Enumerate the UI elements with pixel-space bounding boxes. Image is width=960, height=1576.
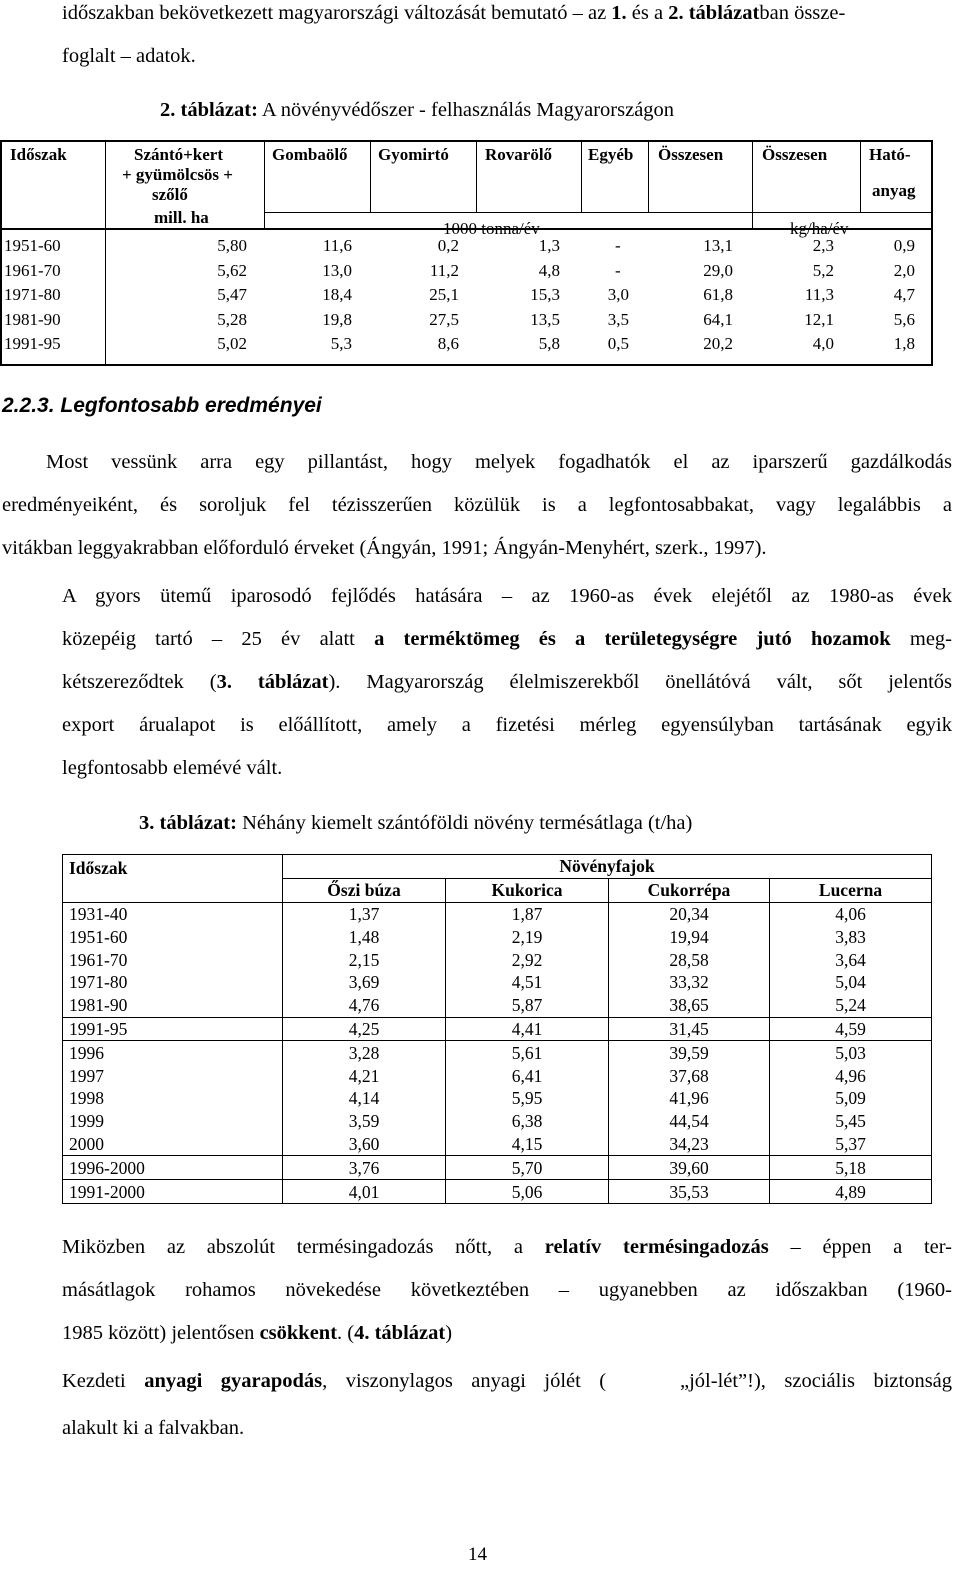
table-cell: 19,8 bbox=[322, 309, 352, 329]
table-cell: 4,41 bbox=[446, 1017, 609, 1041]
table-row bbox=[63, 1133, 932, 1156]
row-period: 1981-90 bbox=[63, 994, 283, 1017]
table-cell: 4,96 bbox=[770, 1064, 932, 1087]
table-cell: 3,60 bbox=[283, 1133, 446, 1156]
row-period: 1991-95 bbox=[4, 334, 61, 353]
table-cell: 2,19 bbox=[446, 925, 609, 948]
table-cell: 31,45 bbox=[609, 1017, 770, 1041]
table-cell: 1,87 bbox=[446, 902, 609, 925]
table-cell: 5,95 bbox=[446, 1087, 609, 1110]
unit-kgha: kg/ha/év bbox=[790, 219, 849, 238]
table-cell: 39,60 bbox=[609, 1156, 770, 1180]
table-cell: 5,45 bbox=[770, 1110, 932, 1133]
table-cell: 38,65 bbox=[609, 994, 770, 1017]
table-cell: 0,2 bbox=[437, 236, 459, 255]
table-cell: 2,15 bbox=[283, 948, 446, 971]
table-row bbox=[63, 1017, 932, 1041]
col-insecticide: Rovarölő bbox=[485, 145, 553, 164]
table-row bbox=[63, 925, 932, 948]
table-cell: 5,70 bbox=[446, 1156, 609, 1180]
table-row bbox=[63, 1041, 932, 1064]
table-cell: 2,0 bbox=[893, 260, 915, 280]
table-cell: 5,47 bbox=[217, 285, 247, 304]
col-species-group: Növényfajok bbox=[283, 855, 932, 879]
col-active-2: anyag bbox=[872, 181, 916, 200]
table-cell: 5,62 bbox=[217, 260, 247, 280]
row-period: 1931-40 bbox=[63, 902, 283, 925]
table-cell: 3,83 bbox=[770, 925, 932, 948]
table-cell: 5,06 bbox=[446, 1180, 609, 1204]
table-cell: 5,28 bbox=[217, 309, 247, 329]
table-cell: 44,54 bbox=[609, 1110, 770, 1133]
unit-tonnes: 1000 tonna/év bbox=[443, 219, 540, 238]
table-cell: 4,06 bbox=[770, 902, 932, 925]
table-cell: 3,59 bbox=[283, 1110, 446, 1133]
table-cell: 0,5 bbox=[607, 334, 629, 353]
table-row bbox=[63, 994, 932, 1017]
table-cell: 13,1 bbox=[703, 236, 733, 255]
table-cell: 3,69 bbox=[283, 971, 446, 994]
table-cell: 4,21 bbox=[283, 1064, 446, 1087]
row-period: 1971-80 bbox=[4, 285, 61, 304]
intro-text: időszakban bekövetkezett magyarországi változását bemutató bbox=[62, 2, 568, 24]
table-cell: 1,3 bbox=[538, 236, 560, 255]
table-cell: 4,0 bbox=[812, 334, 834, 353]
table-cell: 3,64 bbox=[770, 948, 932, 971]
table-row bbox=[63, 1064, 932, 1087]
table-cell: 0,9 bbox=[893, 236, 915, 255]
col-species-1: Kukorica bbox=[446, 878, 609, 902]
table-cell: - bbox=[615, 236, 621, 255]
col-area-unit: mill. ha bbox=[154, 208, 209, 227]
row-period: 1996-2000 bbox=[63, 1156, 283, 1180]
row-period: 1999 bbox=[63, 1110, 283, 1133]
table-cell: 4,7 bbox=[893, 285, 915, 304]
col-herbicide: Gyomirtó bbox=[378, 145, 449, 164]
table-cell: 4,15 bbox=[446, 1133, 609, 1156]
table-cell: 3,28 bbox=[283, 1041, 446, 1064]
table-cell: 5,02 bbox=[217, 334, 247, 353]
table-cell: 1,8 bbox=[893, 334, 915, 353]
table-cell: 6,41 bbox=[446, 1064, 609, 1087]
paragraph-4: Kezdeti anyagi gyarapodás, viszonylagos anyagi jólét ( „jól-lét”!), szociális biztonság alakult ki a falvakban. bbox=[62, 1370, 953, 1439]
table-cell: 4,8 bbox=[538, 260, 560, 280]
row-period: 1981-90 bbox=[4, 309, 61, 329]
table-cell: 4,14 bbox=[283, 1087, 446, 1110]
table-cell: 5,03 bbox=[770, 1041, 932, 1064]
table-row bbox=[63, 1180, 932, 1204]
row-period: 1991-2000 bbox=[63, 1180, 283, 1204]
table-cell: 61,8 bbox=[703, 285, 733, 304]
col-total-tonnes: Összesen bbox=[658, 145, 724, 164]
col-other: Egyéb bbox=[588, 145, 634, 164]
table-cell: 41,96 bbox=[609, 1087, 770, 1110]
table-cell: 4,51 bbox=[446, 971, 609, 994]
table-cell: 5,24 bbox=[770, 994, 932, 1017]
col-active-1: Ható- bbox=[869, 145, 911, 164]
table-cell: 5,8 bbox=[538, 334, 560, 353]
intro-line-1: időszakban bekövetkezett magyarországi változását bemutató – az 1. és a 2. táblázatban össze- bbox=[62, 2, 846, 24]
table-row bbox=[63, 971, 932, 994]
col-species-0: Őszi búza bbox=[283, 878, 446, 902]
table-cell: 5,37 bbox=[770, 1133, 932, 1156]
table-cell: 20,2 bbox=[703, 334, 733, 353]
table-cell: 25,1 bbox=[429, 285, 459, 304]
col-fungicide: Gombaölő bbox=[272, 145, 348, 164]
table-cell: 34,23 bbox=[609, 1133, 770, 1156]
row-period: 1961-70 bbox=[4, 260, 61, 280]
table-cell: 5,04 bbox=[770, 971, 932, 994]
col-species-3: Lucerna bbox=[770, 878, 932, 902]
row-period: 1991-95 bbox=[63, 1017, 283, 1041]
table-cell: 5,18 bbox=[770, 1156, 932, 1180]
row-period: 1997 bbox=[63, 1064, 283, 1087]
table-cell: 5,87 bbox=[446, 994, 609, 1017]
table-cell: 15,3 bbox=[530, 285, 560, 304]
table-cell: 11,2 bbox=[429, 260, 459, 280]
table-row bbox=[63, 1156, 932, 1180]
col-total-kgha: Összesen bbox=[762, 145, 828, 164]
table-cell: 5,3 bbox=[330, 334, 352, 353]
col-area: Szántó+kert + gyümölcsös + szőlő bbox=[122, 145, 233, 204]
table-row bbox=[63, 1087, 932, 1110]
table-cell: 37,68 bbox=[609, 1064, 770, 1087]
row-period: 1998 bbox=[63, 1087, 283, 1110]
table-cell: 5,09 bbox=[770, 1087, 932, 1110]
table-cell: 64,1 bbox=[703, 309, 733, 329]
table-cell: 4,01 bbox=[283, 1180, 446, 1204]
row-period: 1961-70 bbox=[63, 948, 283, 971]
table2-caption: 2. táblázat: A növényvédőszer - felhasználás Magyarországon bbox=[160, 99, 675, 121]
table-cell: 33,32 bbox=[609, 971, 770, 994]
col-period: Időszak bbox=[10, 145, 67, 164]
table-cell: 3,5 bbox=[607, 309, 629, 329]
intro-line-2: foglalt – adatok. bbox=[62, 45, 196, 67]
row-period: 1996 bbox=[63, 1041, 283, 1064]
section-heading: 2.2.3. Legfontosabb eredményei bbox=[2, 394, 322, 417]
table-cell: 6,38 bbox=[446, 1110, 609, 1133]
table-cell: 12,1 bbox=[804, 309, 834, 329]
table-cell: 3,76 bbox=[283, 1156, 446, 1180]
paragraph-3: Miközben az abszolút termésingadozás nőtt, a relatív termésingadozás – éppen a ter- másátlagok rohamos növekedése következtében – ugyanebben az időszakban (1960- 1985 között) jelentősen csökkent. (4. táblázat) bbox=[62, 1236, 952, 1344]
table-cell: 28,58 bbox=[609, 948, 770, 971]
table-cell: 2,92 bbox=[446, 948, 609, 971]
table-cell: 4,59 bbox=[770, 1017, 932, 1041]
table-cell: 1,37 bbox=[283, 902, 446, 925]
table-cell: 35,53 bbox=[609, 1180, 770, 1204]
table-cell: 8,6 bbox=[437, 334, 459, 353]
table-row bbox=[63, 902, 932, 925]
table-row bbox=[63, 1110, 932, 1133]
table-cell: 18,4 bbox=[322, 285, 352, 304]
table-cell: 5,61 bbox=[446, 1041, 609, 1064]
row-period: 1971-80 bbox=[63, 971, 283, 994]
table-cell: 27,5 bbox=[429, 309, 459, 329]
col-species-2: Cukorrépa bbox=[609, 878, 770, 902]
table-cell: 20,34 bbox=[609, 902, 770, 925]
table-cell: 1,48 bbox=[283, 925, 446, 948]
table-row bbox=[63, 948, 932, 971]
pesticide-table bbox=[0, 140, 933, 366]
table-cell: 29,0 bbox=[703, 260, 733, 280]
table-cell: 3,0 bbox=[607, 285, 629, 304]
table-cell: 5,6 bbox=[893, 309, 915, 329]
table-cell: 4,25 bbox=[283, 1017, 446, 1041]
table-cell: 11,6 bbox=[322, 236, 352, 255]
paragraph-2: A gyors ütemű iparosodó fejlődés hatására – az 1960-as évek elejétől az 1980-as évek közepéig tartó – 25 év alatt a terméktömeg és a területegységre jutó hozamok meg- kétszereződtek (3. táblázat). Magyarország élelmiszerekből önellátóvá vált, sőt jelentős export árualapot is előállított, amely a fizetési mérleg egyensúlyban tartásának egyik legfontosabb elemévé vált. bbox=[62, 585, 953, 779]
table-cell: 13,5 bbox=[530, 309, 560, 329]
table-cell: 13,0 bbox=[322, 260, 352, 280]
col-period: Időszak bbox=[63, 855, 283, 903]
table-cell: - bbox=[615, 260, 621, 280]
table-cell: 11,3 bbox=[804, 285, 834, 304]
table3-caption: 3. táblázat: Néhány kiemelt szántóföldi növény termésátlaga (t/ha) bbox=[139, 812, 693, 834]
row-period: 2000 bbox=[63, 1133, 283, 1156]
table-cell: 4,76 bbox=[283, 994, 446, 1017]
row-period: 1951-60 bbox=[4, 236, 61, 255]
row-period: 1951-60 bbox=[63, 925, 283, 948]
table-cell: 4,89 bbox=[770, 1180, 932, 1204]
page-number: 14 bbox=[468, 1544, 487, 1565]
table-cell: 5,2 bbox=[812, 260, 834, 280]
table-cell: 19,94 bbox=[609, 925, 770, 948]
table-cell: 2,3 bbox=[812, 236, 834, 255]
table-cell: 39,59 bbox=[609, 1041, 770, 1064]
paragraph-1: Most vessünk arra egy pillantást, hogy melyek fogadhatók el az iparszerű gazdálkodás eredményeiként, és soroljuk fel tézisszerűen közülük is a legfontosabbakat, vagy legalábbis a vitákban leggyakrabban előforduló érveket (Ángyán, 1991; Ángyán-Menyhért, szerk., 1997). bbox=[2, 451, 952, 559]
yield-table bbox=[62, 854, 932, 1204]
table-cell: 5,80 bbox=[217, 236, 247, 255]
